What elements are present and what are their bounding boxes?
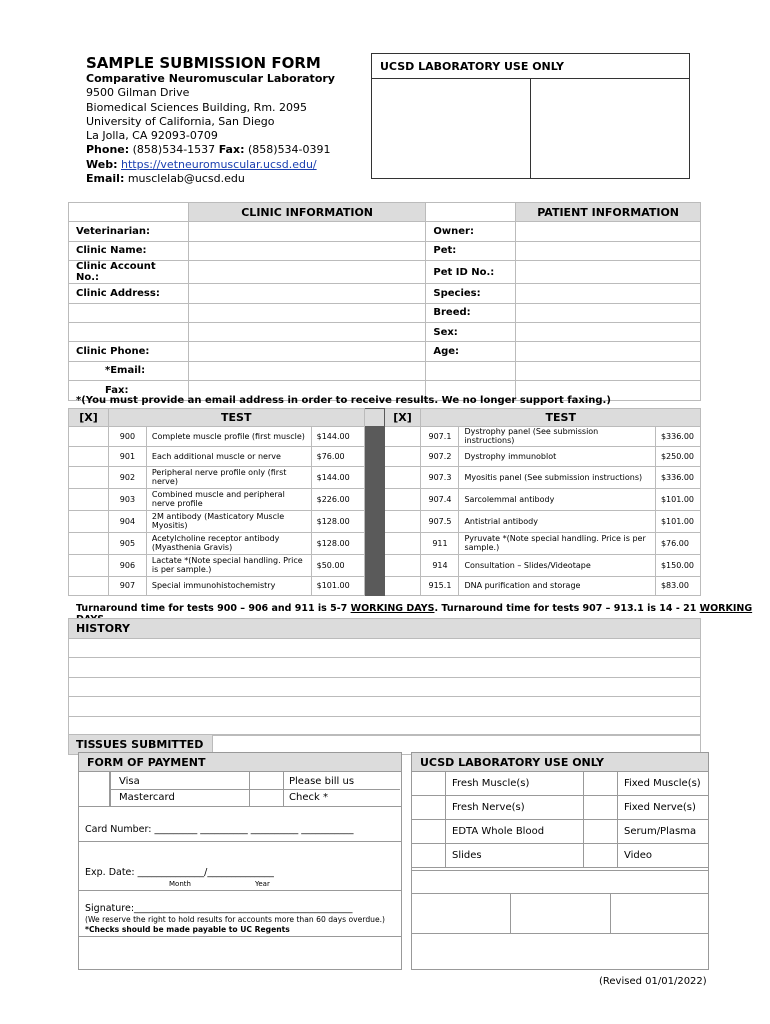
test-column-header: TEST: [421, 409, 701, 427]
revised-date: (Revised 01/01/2022): [599, 976, 707, 987]
payment-options: [79, 772, 401, 806]
test-code: 907.2: [421, 446, 459, 466]
test-price: $76.00: [311, 446, 364, 466]
test-checkbox[interactable]: [69, 488, 109, 510]
test-checkbox[interactable]: [69, 427, 109, 447]
test-name: Acetylcholine receptor antibody (Myasthenia Gravis): [146, 532, 311, 554]
lab-use-checkbox[interactable]: [584, 796, 618, 820]
mastercard-option[interactable]: Mastercard: [119, 792, 175, 803]
address-line: La Jolla, CA 92093-0709: [86, 129, 218, 143]
test-rows: [69, 427, 701, 596]
lab-use-checkbox[interactable]: [412, 844, 446, 868]
test-code: 904: [108, 510, 146, 532]
history-line[interactable]: [68, 639, 701, 658]
test-name: Dystrophy immunoblot: [459, 446, 656, 466]
lab-use-checkbox[interactable]: [584, 820, 618, 844]
test-name: Dystrophy panel (See submission instructions): [459, 427, 656, 447]
test-column-header: TEST: [108, 409, 364, 427]
test-code: 907.4: [421, 488, 459, 510]
age-field[interactable]: [516, 342, 701, 361]
test-price: $76.00: [655, 532, 700, 554]
test-price: $150.00: [655, 554, 700, 576]
veterinarian-label: Veterinarian:: [69, 222, 189, 241]
breed-label: Breed:: [426, 303, 516, 322]
column-gap: [364, 466, 384, 488]
test-checkbox[interactable]: [384, 427, 421, 447]
test-price: $50.00: [311, 554, 364, 576]
clinic-patient-table: [68, 202, 701, 401]
test-checkbox[interactable]: [69, 576, 109, 596]
test-row: [69, 554, 701, 576]
lab-use-title: UCSD LABORATORY USE ONLY: [372, 54, 689, 79]
test-code: 907.3: [421, 466, 459, 488]
column-gap: [364, 576, 384, 596]
payment-box: [78, 752, 402, 970]
test-name: Lactate *(Note special handling. Price is per sample.): [146, 554, 311, 576]
test-name: Consultation – Slides/Videotape: [459, 554, 656, 576]
species-field[interactable]: [516, 284, 701, 303]
clinic-name-field[interactable]: [188, 241, 426, 260]
test-price: $128.00: [311, 510, 364, 532]
turnaround-note: Turnaround time for tests 900 – 906 and 911 is 5-7 WORKING DAYS. Turnaround time for tests 907 – 913.1 is 14 - 21 WORKING: [76, 603, 753, 614]
lab-use-item-label: Serum/Plasma: [624, 826, 697, 837]
lab-use-checkbox[interactable]: [584, 772, 618, 796]
clinic-address-field-2[interactable]: [188, 303, 426, 322]
email-label: *Email:: [69, 361, 189, 380]
column-gap: [364, 446, 384, 466]
test-price: $144.00: [311, 466, 364, 488]
test-price: $226.00: [311, 488, 364, 510]
test-name: Combined muscle and peripheral nerve profile: [146, 488, 311, 510]
lab-use-box-bottom: [411, 752, 709, 970]
test-name: Complete muscle profile (first muscle): [146, 427, 311, 447]
test-code: 915.1: [421, 576, 459, 596]
lab-use-checkbox[interactable]: [412, 772, 446, 796]
test-checkbox[interactable]: [69, 532, 109, 554]
clinic-account-label: Clinic Account No.:: [69, 261, 189, 284]
check-option[interactable]: Check *: [289, 792, 328, 803]
lab-use-checkbox[interactable]: [412, 796, 446, 820]
test-code: 902: [108, 466, 146, 488]
lab-use-checkbox[interactable]: [412, 820, 446, 844]
test-row: [69, 532, 701, 554]
test-checkbox[interactable]: [69, 466, 109, 488]
clinic-account-field[interactable]: [188, 261, 426, 284]
email-line: Email: musclelab@ucsd.edu: [86, 172, 245, 186]
test-name: DNA purification and storage: [459, 576, 656, 596]
clinic-info-header: CLINIC INFORMATION: [188, 203, 426, 222]
address-line: 9500 Gilman Drive: [86, 86, 190, 100]
pet-field[interactable]: [516, 241, 701, 260]
test-code: 911: [421, 532, 459, 554]
test-row: [69, 427, 701, 447]
test-checkbox[interactable]: [384, 466, 421, 488]
tissues-header: TISSUES SUBMITTED: [68, 734, 213, 755]
column-gap: [364, 427, 384, 447]
column-gap: [364, 532, 384, 554]
test-name: Each additional muscle or nerve: [146, 446, 311, 466]
column-gap: [364, 488, 384, 510]
owner-label: Owner:: [426, 222, 516, 241]
email-field[interactable]: [188, 361, 426, 380]
sex-label: Sex:: [426, 322, 516, 341]
lab-use-checkbox[interactable]: [584, 844, 618, 868]
lab-use-item-label: Fresh Nerve(s): [446, 796, 584, 820]
lab-use-row: [412, 820, 708, 844]
test-code: 905: [108, 532, 146, 554]
card-number-field[interactable]: Card Number: _________ __________ __________ ___________: [85, 824, 354, 835]
lab-contact-block: [86, 72, 335, 186]
test-name: Sarcolemmal antibody: [459, 488, 656, 510]
lab-name: Comparative Neuromuscular Laboratory: [86, 72, 335, 85]
owner-field[interactable]: [516, 222, 701, 241]
visa-option[interactable]: Visa: [119, 776, 140, 787]
clinic-name-label: Clinic Name:: [69, 241, 189, 260]
email-notice: *(You must provide an email address in order to receive results. We no longer support faxing.): [76, 395, 611, 406]
checks-note: *Checks should be made payable to UC Regents: [85, 925, 290, 934]
test-name: Special immunohistochemistry: [146, 576, 311, 596]
pet-label: Pet:: [426, 241, 516, 260]
test-code: 907.5: [421, 510, 459, 532]
test-checkbox[interactable]: [384, 532, 421, 554]
sex-field[interactable]: [516, 322, 701, 341]
test-code: 901: [108, 446, 146, 466]
test-checkbox[interactable]: [384, 446, 421, 466]
history-header: HISTORY: [68, 618, 701, 639]
tests-table: [68, 408, 701, 596]
signature-field[interactable]: Signature:______________________________________________: [85, 903, 353, 914]
test-price: $83.00: [655, 576, 700, 596]
test-checkbox[interactable]: [384, 576, 421, 596]
test-checkbox[interactable]: [384, 554, 421, 576]
test-price: $144.00: [311, 427, 364, 447]
species-label: Species:: [426, 284, 516, 303]
lab-use-divider: [530, 79, 531, 178]
patient-info-header: PATIENT INFORMATION: [516, 203, 701, 222]
test-row: [69, 446, 701, 466]
phone-line: Phone: (858)534-1537 Fax: (858)534-0391: [86, 143, 331, 157]
lab-use-row: [412, 796, 708, 820]
test-code: 907: [108, 576, 146, 596]
history-line[interactable]: [68, 658, 701, 677]
bill-us-option[interactable]: Please bill us: [289, 776, 355, 787]
address-line: Biomedical Sciences Building, Rm. 2095: [86, 100, 308, 114]
test-price: $250.00: [655, 446, 700, 466]
test-row: [69, 510, 701, 532]
lab-use-item-label: Fresh Muscle(s): [446, 772, 584, 796]
test-price: $101.00: [311, 576, 364, 596]
web-link[interactable]: https://vetneuromuscular.ucsd.edu/: [120, 157, 317, 171]
column-gap: [364, 510, 384, 532]
lab-use-item-label: Video: [624, 850, 653, 861]
clinic-address-field[interactable]: [188, 284, 426, 303]
test-row: [69, 488, 701, 510]
test-name: 2M antibody (Masticatory Muscle Myositis): [146, 510, 311, 532]
test-row: [69, 576, 701, 596]
test-name: Pyruvate *(Note special handling. Price is per sample.): [459, 532, 656, 554]
column-gap: [364, 554, 384, 576]
test-code: 900: [108, 427, 146, 447]
lab-use-row: [412, 772, 708, 796]
clinic-phone-field[interactable]: [188, 342, 426, 361]
test-code: 914: [421, 554, 459, 576]
test-price: $101.00: [655, 488, 700, 510]
test-price: $336.00: [655, 466, 700, 488]
test-code: 906: [108, 554, 146, 576]
test-name: Antistrial antibody: [459, 510, 656, 532]
payment-header: FORM OF PAYMENT: [79, 753, 401, 772]
lab-use-item-label: Fixed Nerve(s): [624, 802, 696, 813]
exp-date-field[interactable]: Exp. Date: ______________/______________: [85, 867, 274, 878]
test-checkbox[interactable]: [384, 510, 421, 532]
web-line: Web: https://vetneuromuscular.ucsd.edu/: [86, 157, 317, 171]
form-title: SAMPLE SUBMISSION FORM: [86, 54, 321, 72]
x-column-header: [X]: [384, 409, 421, 427]
lab-use-item-label: Slides: [446, 844, 584, 868]
address-line: University of California, San Diego: [86, 114, 275, 128]
pet-id-label: Pet ID No.:: [426, 261, 516, 284]
lab-use-item-label: EDTA Whole Blood: [446, 820, 584, 844]
month-label: Month: [169, 880, 191, 888]
history-line[interactable]: [68, 678, 701, 697]
clinic-address-label: Clinic Address:: [69, 284, 189, 303]
fax-label: Fax:: [69, 381, 189, 400]
test-price: $336.00: [655, 427, 700, 447]
lab-use-item-label: Fixed Muscle(s): [624, 778, 701, 789]
age-label: Age:: [426, 342, 516, 361]
x-column-header: [X]: [69, 409, 109, 427]
clinic-phone-label: Clinic Phone:: [69, 342, 189, 361]
test-name: Myositis panel (See submission instructions): [459, 466, 656, 488]
test-price: $101.00: [655, 510, 700, 532]
reserve-note: (We reserve the right to hold results for accounts more than 60 days overdue.): [85, 915, 386, 924]
test-checkbox[interactable]: [384, 488, 421, 510]
test-name: Peripheral nerve profile only (first nerve): [146, 466, 311, 488]
breed-field[interactable]: [516, 303, 701, 322]
pet-id-field[interactable]: [516, 261, 701, 284]
test-code: 903: [108, 488, 146, 510]
lab-use-bottom-title: UCSD LABORATORY USE ONLY: [412, 753, 708, 772]
lab-use-row: [412, 844, 708, 868]
test-price: $128.00: [311, 532, 364, 554]
veterinarian-field[interactable]: [188, 222, 426, 241]
test-code: 907.1: [421, 427, 459, 447]
test-checkbox[interactable]: [69, 510, 109, 532]
test-checkbox[interactable]: [69, 446, 109, 466]
clinic-address-field-3[interactable]: [188, 322, 426, 341]
lab-use-box-top: [371, 53, 690, 179]
history-section: [68, 618, 701, 736]
test-checkbox[interactable]: [69, 554, 109, 576]
year-label: Year: [255, 880, 270, 888]
test-row: [69, 466, 701, 488]
history-line[interactable]: [68, 697, 701, 716]
